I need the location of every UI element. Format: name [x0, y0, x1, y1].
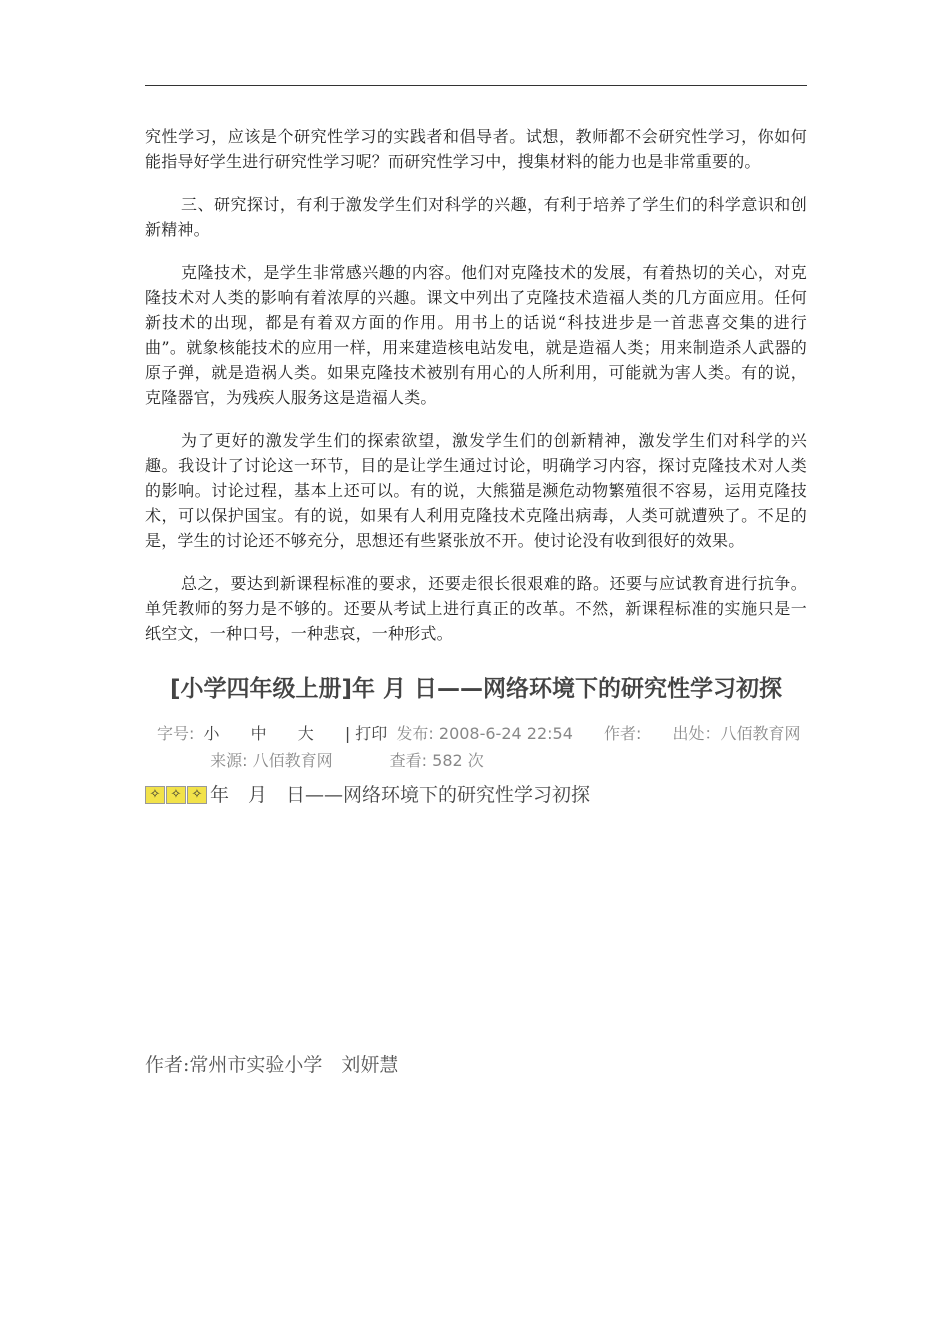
document-body	[145, 124, 807, 810]
font-size-label: 字号:	[157, 724, 195, 743]
font-size-small-link[interactable]: 小	[203, 724, 220, 743]
article-title: [小学四年级上册]年 月 日——网络环境下的研究性学习初探	[169, 676, 783, 702]
subheading-text: 年 月 日——网络环境下的研究性学习初探	[210, 784, 591, 806]
stamp-icon: ✧	[166, 786, 186, 804]
stamp-group	[145, 786, 208, 804]
font-size-medium-link[interactable]: 中	[250, 724, 267, 743]
paragraph-5: 总之，要达到新课程标准的要求，还要走很长很艰难的路。还要与应试教育进行抗争。单凭教师的努力是不够的。还要从考试上进行真正的改革。不然，新课程标准的实施只是一纸空文，一种口号，一种悲哀，一种形式。	[145, 574, 807, 643]
origin: 出处：八佰教育网	[672, 724, 801, 743]
view-count: 查看: 582 次	[389, 751, 484, 770]
article-subheading	[145, 780, 807, 810]
article-meta	[145, 720, 807, 774]
stamp-icon: ✧	[145, 786, 165, 804]
font-size-large-link[interactable]: 大	[297, 724, 314, 743]
source: 来源: 八佰教育网	[210, 751, 333, 770]
paragraph-1: 究性学习，应该是个研究性学习的实践者和倡导者。试想，教师都不会研究性学习，你如何能指导好学生进行研究性学习呢？而研究性学习中，搜集材料的能力也是非常重要的。	[145, 127, 807, 171]
print-link[interactable]: | 打印	[344, 724, 388, 743]
paragraph-3: 克隆技术，是学生非常感兴趣的内容。他们对克隆技术的发展，有着热切的关心，对克隆技术对人类的影响有着浓厚的兴趣。课文中列出了克隆技术造福人类的几方面应用。任何新技术的出现，都是有着双方面的作用。用书上的话说“科技进步是一首悲喜交集的进行曲”。就象核能技术的应用一样，用来建造核电站发电，就是造福人类；用来制造杀人武器的原子弹，就是造祸人类。如果克隆技术被别有用心的人所利用，可能就为害人类。有的说，克隆器官，为残疾人服务这是造福人类。	[145, 263, 807, 407]
author-line: 作者:常州市实验小学 刘妍慧	[145, 1054, 399, 1076]
header-rule	[145, 85, 807, 86]
stamp-icon: ✧	[187, 786, 207, 804]
paragraph-2: 三、研究探讨，有利于激发学生们对科学的兴趣，有利于培养了学生们的科学意识和创新精神。	[145, 195, 807, 239]
publish-date: 发布: 2008-6-24 22:54	[396, 724, 573, 743]
author-label: 作者:	[603, 724, 642, 743]
paragraph-4: 为了更好的激发学生们的探索欲望，激发学生们的创新精神，激发学生们对科学的兴趣。我设计了讨论这一环节，目的是让学生通过讨论，明确学习内容，探讨克隆技术对人类的影响。讨论过程，基本上还可以。有的说，大熊猫是濒危动物繁殖很不容易，运用克隆技术，可以保护国宝。有的说，如果有人利用克隆技术克隆出病毒，人类可就遭殃了。不足的是，学生的讨论还不够充分，思想还有些紧张放不开。使讨论没有收到很好的效果。	[145, 431, 807, 550]
